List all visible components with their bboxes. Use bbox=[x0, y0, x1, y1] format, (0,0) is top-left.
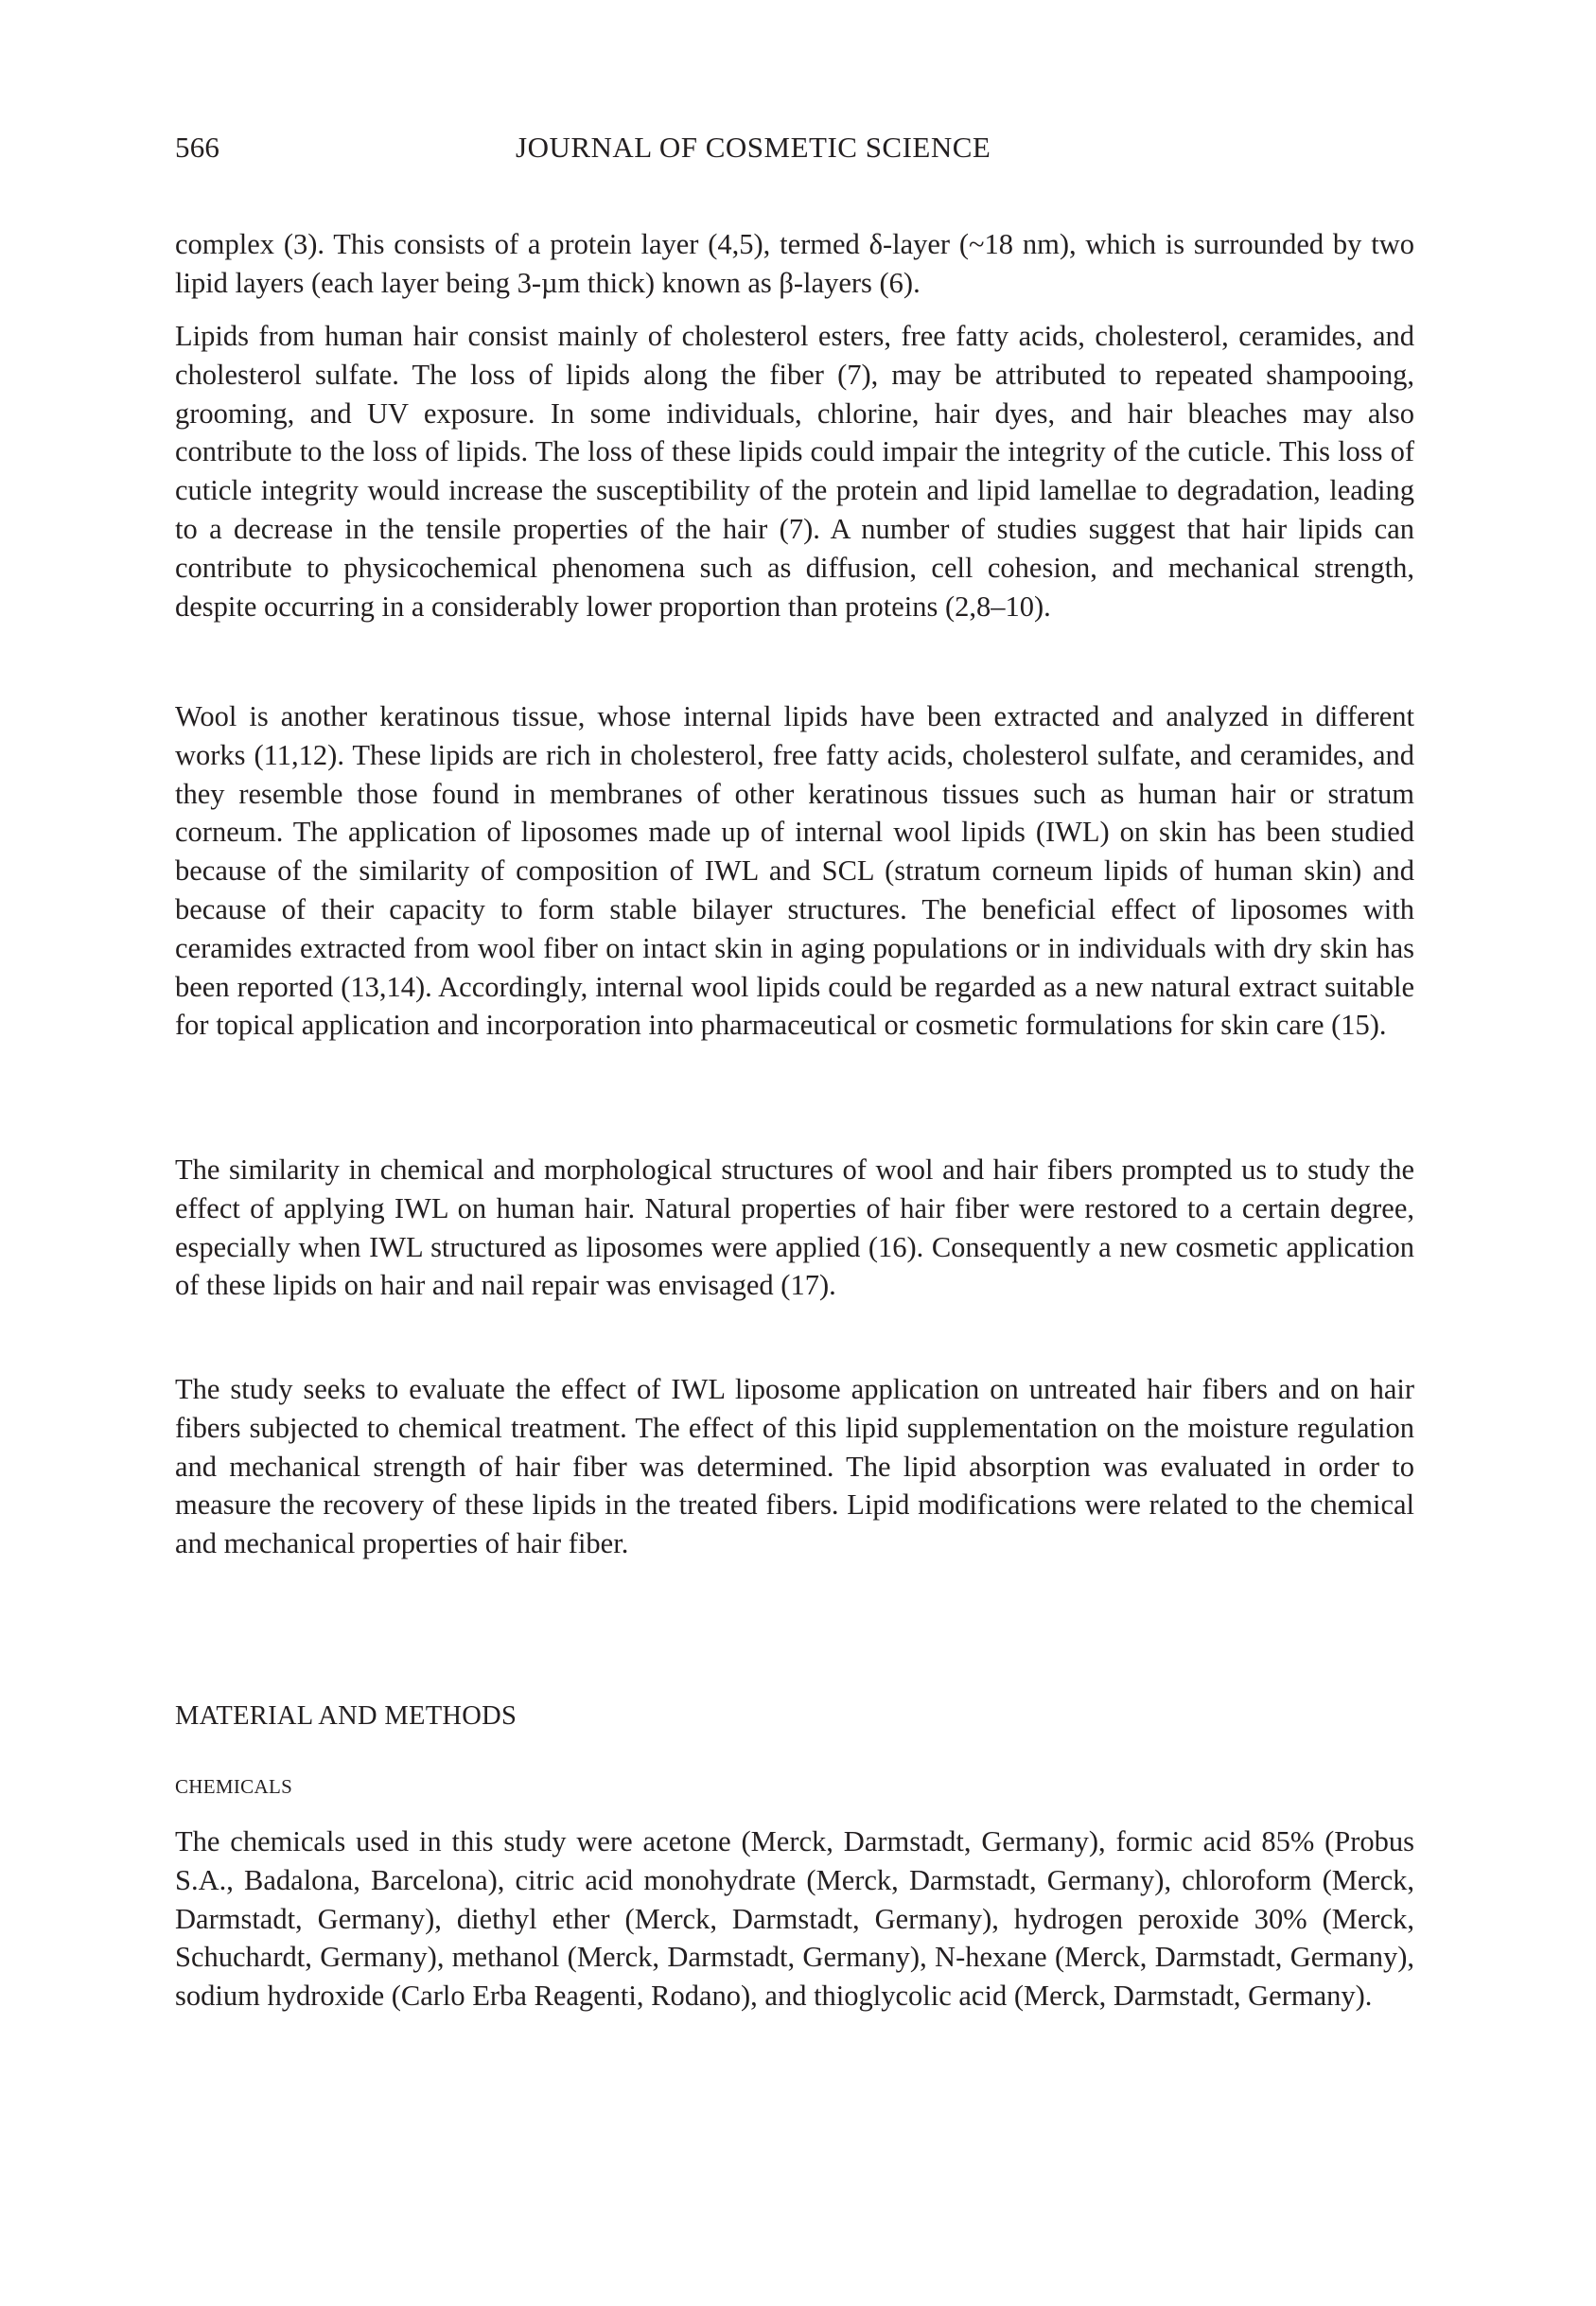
body-paragraph-similarity: The similarity in chemical and morphological structures of wool and hair fibers prompted us to study the effect of applying IWL on human hair. Natural properties of hair fiber were restored to a certain degree, especially when IWL structured as liposomes were applied (16). Consequently a new cosmetic application of these lipids on hair and nail repair was envisaged (17). bbox=[175, 1153, 1414, 1302]
journal-title: JOURNAL OF COSMETIC SCIENCE bbox=[516, 131, 991, 164]
body-paragraph-hair-lipids: Lipids from human hair consist mainly of cholesterol esters, free fatty acids, cholesterol, ceramides, and cholesterol sulfate. The loss of lipids along the fiber (7), may be attributed to repeated shampooing, grooming, and UV exposure. In some individuals, chlorine, hair dyes, and hair bleaches may also contribute to the loss of lipids. The loss of these lipids could impair the integrity of the cuticle. This loss of cuticle integrity would increase the susceptibility of the protein and lipid lamellae to degradation, leading to a decrease in the tensile properties of the hair (7). A number of studies suggest that hair lipids can contribute to physicochemical phenomena such as diffusion, cell cohesion, and mechanical strength, despite occurring in a considerably lower proportion than proteins (2,8–10). bbox=[175, 320, 1414, 623]
body-paragraph-complex: complex (3). This consists of a protein layer (4,5), termed δ-layer (~18 nm), which is surrounded by two lipid layers (each layer being 3-µm thick) known as β-layers (6). bbox=[175, 228, 1414, 299]
running-header bbox=[175, 131, 1414, 168]
body-paragraph-study-aim: The study seeks to evaluate the effect of IWL liposome application on untreated hair fibers and on hair fibers subjected to chemical treatment. The effect of this lipid supplementation on the moisture regulation and mechanical strength of hair fiber was determined. The lipid absorption was evaluated in order to measure the recovery of these lipids in the treated fibers. Lipid modifications were related to the chemical and mechanical properties of hair fiber. bbox=[175, 1373, 1414, 1560]
subsection-heading-chemicals: CHEMICALS bbox=[175, 1775, 293, 1798]
section-heading-material-methods: MATERIAL AND METHODS bbox=[175, 1701, 517, 1731]
body-paragraph-wool-lipids: Wool is another keratinous tissue, whose internal lipids have been extracted and analyzed in different works (11,12). These lipids are rich in cholesterol, free fatty acids, cholesterol sulfate, and ceramides, and they resemble those found in membranes of other keratinous tissues such as human hair or stratum corneum. The application of liposomes made up of internal wool lipids (IWL) on skin has been studied because of the similarity of composition of IWL and SCL (stratum corneum lipids of human skin) and because of their capacity to form stable bilayer structures. The beneficial effect of liposomes with ceramides extracted from wool fiber on intact skin in aging populations or in individuals with dry skin has been reported (13,14). Accordingly, internal wool lipids could be regarded as a new natural extract suitable for topical application and incorporation into pharmaceutical or cosmetic formulations for skin care (15). bbox=[175, 700, 1414, 1042]
body-paragraph-chemicals: The chemicals used in this study were acetone (Merck, Darmstadt, Germany), formic acid 85% (Probus S.A., Badalona, Barcelona), citric acid monohydrate (Merck, Darmstadt, Germany), chloroform (Merck, Darmstadt, Germany), diethyl ether (Merck, Darmstadt, Germany), hydrogen peroxide 30% (Merck, Schuchardt, Germany), methanol (Merck, Darmstadt, Germany), N-hexane (Merck, Darmstadt, Germany), sodium hydroxide (Carlo Erba Reagenti, Rodano), and thioglycolic acid (Merck, Darmstadt, Germany). bbox=[175, 1825, 1414, 2013]
page-number: 566 bbox=[175, 131, 220, 164]
